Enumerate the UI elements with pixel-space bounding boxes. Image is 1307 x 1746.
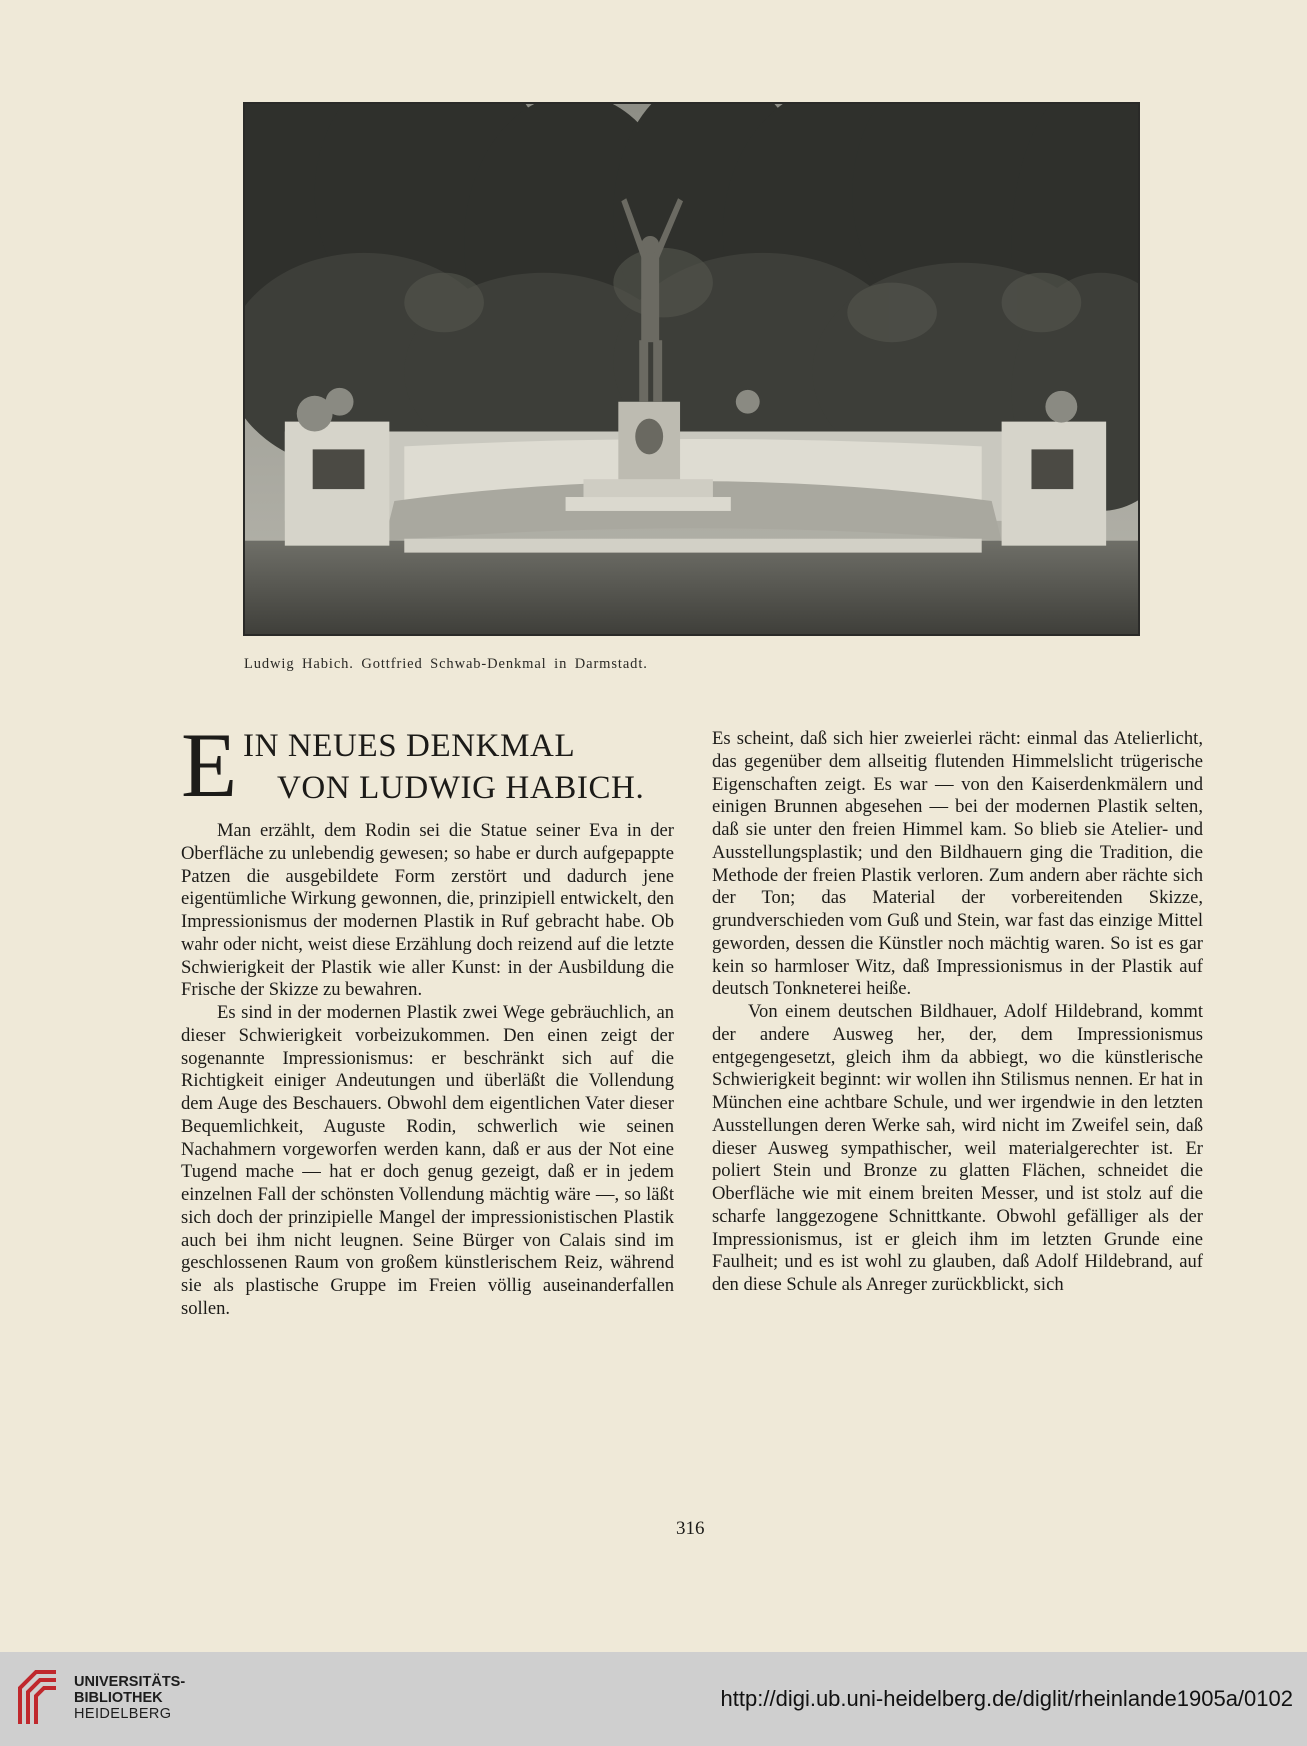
drop-cap: E [181,714,238,816]
article-title [181,714,681,816]
left-column [181,820,674,1321]
paragraph: Es sind in der modernen Plastik zwei Wege gebräuchlich, an dieser Schwierigkeit vorbeizukommen. Den einen zeigt der sogenannte Impressionismus: er beschränkt sich auf die Richtigkeit einiger Andeutungen und überläßt die Vollendung dem Auge des Beschauers. Obwohl dem eigentlichen Vater dieser Bequemlichkeit, Auguste Rodin, schwerlich wie seinen Nachahmern vorgeworfen werden kann, daß er aus der Not eine Tugend mache — hat er doch genug gezeigt, daß er in jedem einzelnen Fall der schönsten Vollendung mächtig wäre —, so läßt sich doch der prinzipielle Mangel der impressionistischen Plastik auch bei ihm nicht leugnen. Seine Bürger von Calais sind im geschlossenen Raum von großem künstlerischem Reiz, während sie als plastische Gruppe im Freien völlig auseinanderfallen sollen. [181,1002,674,1319]
ub-heidelberg-logo-icon [14,1666,62,1730]
library-name-line: BIBLIOTHEK [74,1690,163,1706]
library-name-line: HEIDELBERG [74,1706,172,1722]
source-url-link[interactable]: http://digi.ub.uni-heidelberg.de/diglit/rheinlande1905a/0102 [720,1686,1293,1711]
page-number: 316 [676,1518,705,1539]
paragraph: Es scheint, daß sich hier zweierlei rächt: einmal das Atelierlicht, das gegenüber dem allseitig flutenden Himmelslicht trügerische Eigenschaften zeigt. Es war — von den Kaiserdenkmälern und einigen Brunnen abgesehen — bei der modernen Plastik selten, daß sie unter den freien Himmel kam. So blieb sie Atelier- und Ausstellungsplastik; und den Bildhauern ging die Tradition, die Methode der freien Plastik verloren. Zum andern aber rächte sich der Ton; das Material der vorbereitenden Skizze, grundverschieden vom Guß und Stein, war fast das einzige Mittel geworden, dessen die Künstler noch mächtig waren. So ist es gar kein so harmloser Witz, daß Impressionismus in der Plastik auf deutsch Tonkneterei heiße. [712,728,1203,1000]
paragraph: Von einem deutschen Bildhauer, Adolf Hildebrand, kommt der andere Ausweg her, der, dem Impressionismus entgegengesetzt, gleich ihm da abbiegt, wo die künstlerische Schwierigkeit beginnt: wir wollen ihn Stilismus nennen. Er hat in München eine achtbare Schule, und wer irgendwie in den letzten Ausstellungen deren Werke sah, wird nicht im Zweifel sein, daß dieser Ausweg sympathischer, weil materialgerechter ist. Er poliert Stein und Bronze zu glatten Flächen, schneidet die Oberfläche wie mit einem breiten Messer, und ist stolz auf die scharfe langgezogene Schnittkante. Obwohl gefälliger als der Impressionismus, ist er gleich ihm im letzten Grunde eine Faulheit; und es ist wohl zu glauben, daß Adolf Hildebrand, auf den diese Schule als Anreger zurückblickt, sich [712,1001,1203,1295]
paragraph: Man erzählt, dem Rodin sei die Statue seiner Eva in der Oberfläche zu unlebendig gewesen; so habe er durch aufgepappte Patzen die ausgebildete Form zerstört und dadurch jene eigentümliche Wirkung gewonnen, die, prinzipiell entwickelt, den Impressionismus der modernen Plastik in Ruf gebracht habe. Ob wahr oder nicht, weist diese Erzählung doch reizend auf die letzte Schwierigkeit der Plastik wie aller Kunst: in der Ausbildung die Frische der Skizze zu bewahren. [181,820,674,1001]
title-line-1: IN NEUES DENKMAL [243,728,576,764]
photo-caption: Ludwig Habich. Gottfried Schwab-Denkmal in Darmstadt. [244,656,648,672]
monument-photo-image [245,104,1138,634]
title-line-2: VON LUDWIG HABICH. [277,770,645,806]
library-name [74,1674,185,1722]
monument-photo [243,102,1140,636]
right-column [712,728,1203,1297]
library-name-line: UNIVERSITÄTS- [74,1674,186,1690]
library-footer [0,1652,1307,1746]
